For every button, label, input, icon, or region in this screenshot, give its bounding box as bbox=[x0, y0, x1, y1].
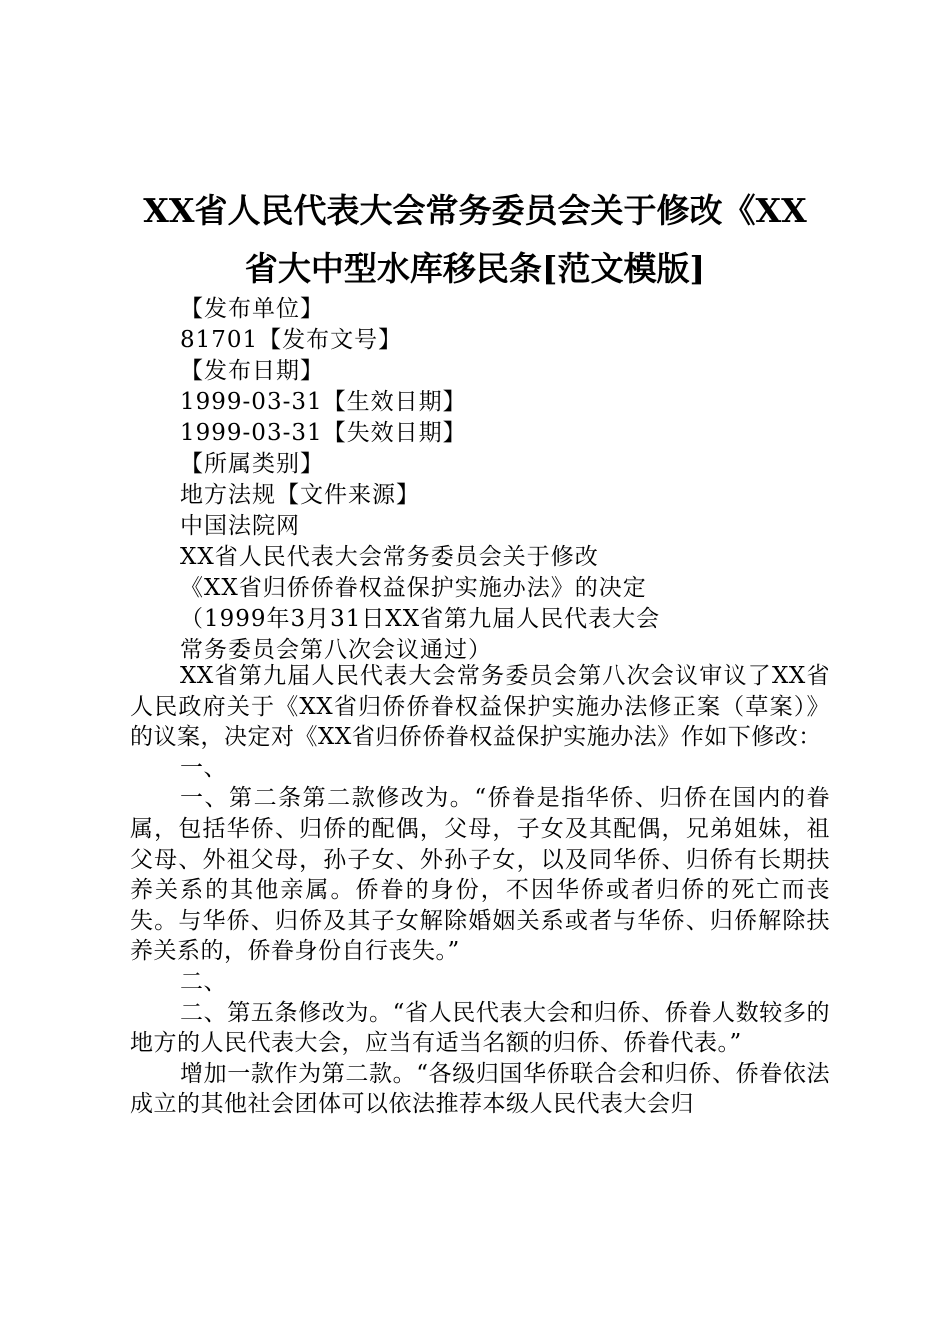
meta-line: 【发布单位】 bbox=[180, 296, 324, 322]
meta-line: 1999-03-31【失效日期】 bbox=[180, 420, 467, 446]
body-paragraph: 增加一款作为第二款。“各级归国华侨联合会和归侨、侨眷依法成立的其他社会团体可以依法推荐本级人民代表大会归 bbox=[130, 1060, 830, 1118]
body-paragraph: 二、 bbox=[180, 968, 227, 995]
title-line-2: 省大中型水库移民条[范文模版] bbox=[244, 249, 706, 288]
meta-line: 常务委员会第八次会议通过） bbox=[180, 637, 492, 663]
meta-line: 1999-03-31【生效日期】 bbox=[180, 389, 467, 415]
body-paragraph: 一、 bbox=[180, 754, 227, 781]
body-paragraph: 一、第二条第二款修改为。“侨眷是指华侨、归侨在国内的眷属，包括华侨、归侨的配偶，父母，子女及其配偶，兄弟姐妹，祖父母、外祖父母，孙子女、外孙子女，以及同华侨、归侨有长期扶养关系的其他亲属。侨眷的身份，不因华侨或者归侨的死亡而丧失。与华侨、归侨及其子女解除婚姻关系或者与华侨、归侨解除扶养关系的，侨眷身份自行丧失。” bbox=[130, 785, 830, 965]
title-line-1: XX省人民代表大会常务委员会关于修改《XX bbox=[143, 191, 807, 230]
meta-line: 81701【发布文号】 bbox=[180, 327, 403, 353]
body-paragraph: XX省第九届人民代表大会常务委员会第八次会议审议了XX省人民政府关于《XX省归侨侨眷权益保护实施办法修正案（草案）》的议案，决定对《XX省归侨侨眷权益保护实施办法》作如下修改： bbox=[130, 663, 830, 751]
meta-block bbox=[180, 294, 820, 666]
meta-line: 《XX省归侨侨眷权益保护实施办法》的决定 bbox=[180, 575, 647, 601]
meta-line: 中国法院网 bbox=[180, 513, 300, 539]
meta-line: XX省人民代表大会常务委员会关于修改 bbox=[180, 544, 599, 570]
document-body bbox=[130, 661, 830, 1120]
document-title bbox=[120, 182, 830, 298]
meta-line: 地方法规【文件来源】 bbox=[180, 482, 420, 508]
meta-line: 【发布日期】 bbox=[180, 358, 324, 384]
body-paragraph: 二、第五条修改为。“省人民代表大会和归侨、侨眷人数较多的地方的人民代表大会，应当有适当名额的归侨、侨眷代表。” bbox=[130, 999, 830, 1057]
meta-line: 【所属类别】 bbox=[180, 451, 324, 477]
meta-line: （1999年3月31日XX省第九届人民代表大会 bbox=[180, 606, 661, 632]
